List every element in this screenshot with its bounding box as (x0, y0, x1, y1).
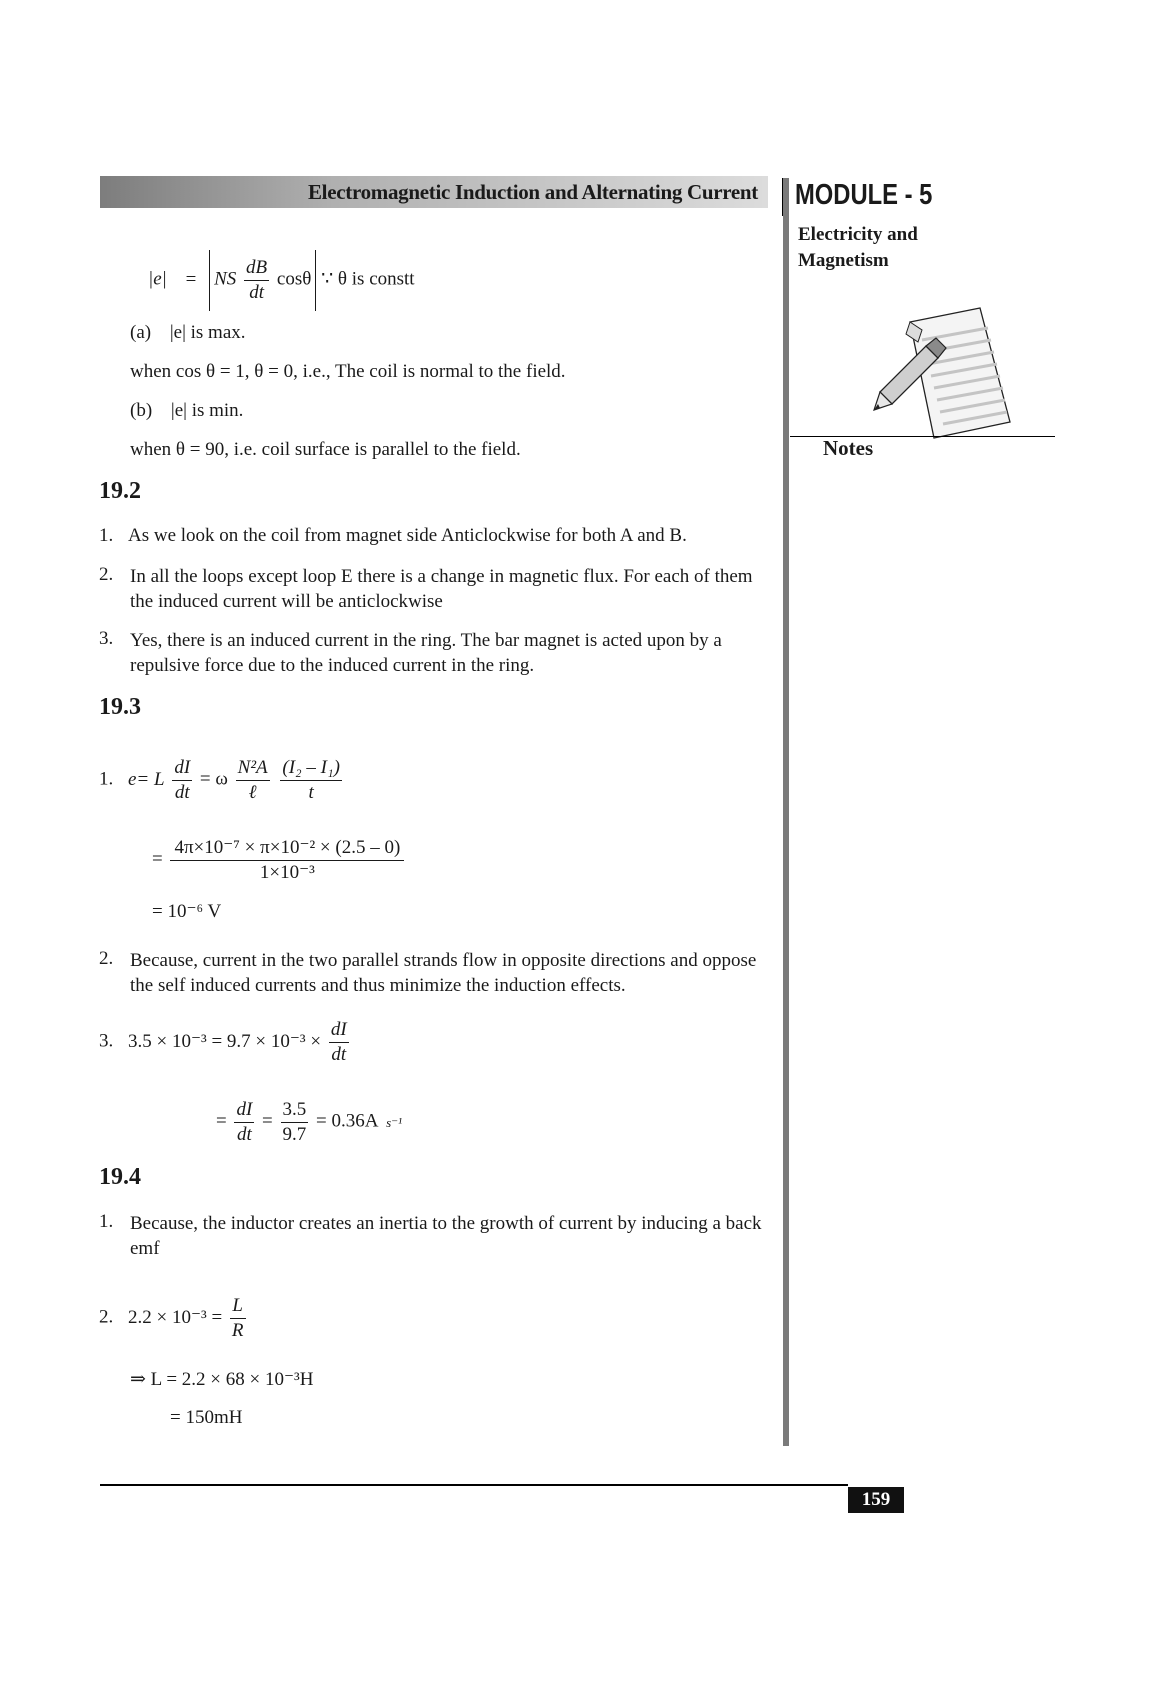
fraction-numerator: dI (172, 756, 192, 781)
fraction-denominator: dt (174, 781, 190, 803)
dB-dt-fraction (244, 256, 269, 305)
item-number: 1. (99, 1211, 114, 1232)
equation-lhs: 3.5 × 10⁻³ = 9.7 × 10⁻³ × (128, 1030, 322, 1052)
page-number: 159 (848, 1487, 904, 1513)
chapter-header-bar (100, 176, 768, 208)
part-b-label: (b) (130, 400, 153, 421)
fraction-numerator: dI (234, 1098, 254, 1123)
notes-label: Notes (823, 436, 874, 460)
rate-result: = 0.36A (316, 1110, 378, 1132)
equals-sign: = (185, 268, 197, 290)
margin-divider-tick (782, 178, 783, 216)
equals-sign: = (152, 848, 163, 870)
item-number: 3. (99, 1030, 114, 1052)
dI-dt-fraction (329, 1018, 349, 1067)
current-change-fraction (280, 756, 342, 805)
inductance-result: = 150mH (170, 1407, 243, 1428)
part-a-text: |e| is max. (169, 322, 246, 343)
fraction-denominator: 9.7 (282, 1123, 307, 1145)
list-item-19-4-1 (99, 1211, 113, 1233)
fraction-denominator: dt (249, 281, 264, 303)
item-number: 1. (99, 768, 114, 790)
list-item-19-3-2 (99, 948, 113, 970)
item-text-19-2-2: In all the loops except loop E there is a change in magnetic flux. For each of them the induced current will be anticlockwise (130, 566, 753, 612)
equals-sign: = (216, 1110, 227, 1132)
margin-divider (783, 178, 789, 1446)
constant-note: ∵ θ is constt (321, 268, 415, 290)
rate-unit: s⁻¹ (386, 1114, 402, 1130)
list-item-19-2-3 (99, 628, 113, 650)
item-text-19-3-2: Because, current in the two parallel strands flow in opposite directions and oppose the self induced currents and thus minimize the induction effects. (130, 950, 757, 996)
abs-value-bars (209, 250, 316, 311)
dI-dt-fraction (234, 1098, 254, 1147)
fraction-numerator: N²A (236, 756, 270, 781)
item-number: 2. (99, 948, 114, 969)
equation-19-3-1 (99, 756, 345, 805)
module-label: MODULE - 5 (795, 179, 933, 211)
fraction-denominator: dt (331, 1043, 347, 1065)
item-text-19-2-3: Yes, there is an induced current in the ring. The bar magnet is acted upon by a repulsive force due to the induced current in the ring. (130, 630, 722, 676)
item-text-19-4-1: Because, the inductor creates an inertia to the growth of current by inducing a back emf (130, 1213, 762, 1259)
fraction-denominator: 1×10⁻³ (259, 861, 315, 883)
part-a-label: (a) (130, 322, 152, 343)
item-text: As we look on the coil from magnet side Anticlockwise for both A and B. (128, 525, 687, 546)
part-b-condition: when θ = 90, i.e. coil surface is parallel to the field. (130, 439, 521, 460)
dI-dt-fraction (172, 756, 192, 805)
subject-label (798, 222, 938, 274)
cos-term: cosθ (276, 268, 312, 290)
result-10-6-v: = 10⁻⁶ V (152, 901, 222, 922)
ns-term: NS (214, 268, 237, 290)
section-heading-19-2: 19.2 (99, 478, 141, 504)
equals-sign: = (262, 1110, 273, 1132)
part-a-line (130, 322, 246, 344)
inductance-derivation: ⇒ L = 2.2 × 68 × 10⁻³H (130, 1369, 314, 1390)
fraction-numerator: 4π×10⁻⁷ × π×10⁻² × (2.5 – 0) (170, 836, 404, 861)
subject-line-2: Magnetism (798, 250, 889, 271)
fraction-denominator: R (231, 1319, 244, 1341)
fraction-denominator: ℓ (248, 781, 257, 803)
item-number: 2. (99, 564, 114, 585)
section-heading-19-4: 19.4 (99, 1164, 141, 1190)
item-number: 1. (99, 525, 114, 546)
list-item-19-2-1 (99, 525, 687, 547)
emf-lhs: |e| (148, 268, 167, 290)
fraction-denominator: dt (236, 1123, 252, 1145)
emf-lhs-term: e= L (128, 768, 165, 790)
substitution-equation (152, 836, 407, 885)
list-item-19-2-2 (99, 564, 113, 586)
equation-19-4-2 (99, 1294, 249, 1343)
item-number: 3. (99, 628, 114, 649)
rate-result-equation (216, 1098, 402, 1147)
fraction-denominator: t (308, 781, 314, 803)
omega-term: = ω (199, 768, 228, 790)
chapter-title: Electromagnetic Induction and Alternating Current (307, 180, 758, 204)
part-b-text: |e| is min. (170, 400, 244, 421)
notes-pencil-icon (870, 300, 1020, 440)
fraction-numerator: 3.5 (281, 1098, 309, 1123)
subject-line-1: Electricity and (798, 224, 918, 245)
emf-magnitude-equation (148, 250, 415, 311)
equation-lhs: 2.2 × 10⁻³ = (128, 1306, 223, 1328)
fraction-numerator: dI (329, 1018, 349, 1043)
footer-rule (100, 1484, 848, 1486)
part-b-line (130, 400, 243, 422)
ratio-fraction (281, 1098, 309, 1147)
equation-19-3-3 (99, 1018, 352, 1067)
fraction-numerator: L (230, 1294, 246, 1319)
section-heading-19-3: 19.3 (99, 694, 141, 720)
item-number: 2. (99, 1306, 114, 1328)
L-over-R-fraction (230, 1294, 246, 1343)
part-a-condition: when cos θ = 1, θ = 0, i.e., The coil is normal to the field. (130, 361, 566, 382)
fraction-numerator: (I₂ – I₁) (280, 756, 342, 781)
fraction-numerator: dB (244, 256, 269, 281)
substitution-fraction (170, 836, 404, 885)
n2a-l-fraction (236, 756, 270, 805)
